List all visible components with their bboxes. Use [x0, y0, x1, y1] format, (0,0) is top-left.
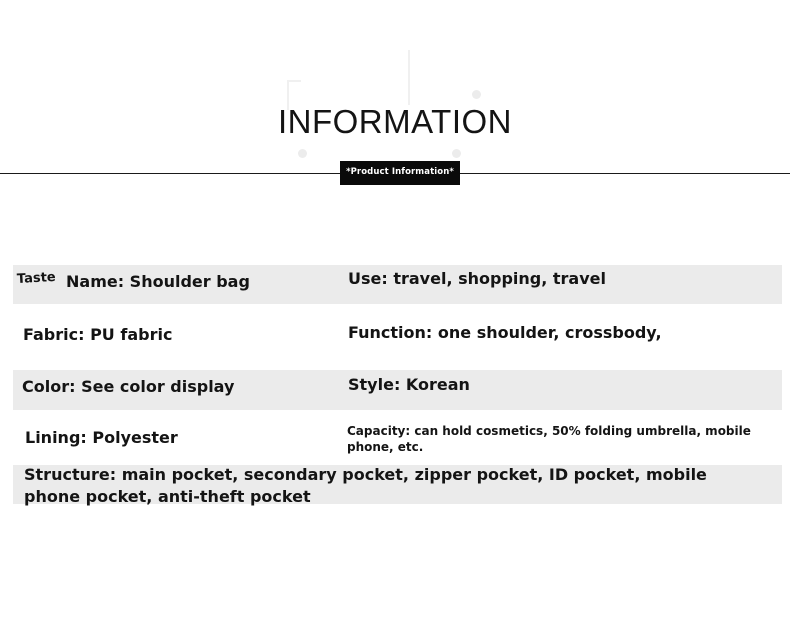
fabric-value: Fabric: PU fabric	[23, 325, 173, 344]
style-value: Style: Korean	[348, 375, 470, 394]
taste-label: Taste	[16, 269, 57, 287]
page-title: INFORMATION	[277, 103, 513, 140]
lining-value: Lining: Polyester	[25, 428, 178, 447]
product-information-badge: *Product Information*	[340, 161, 460, 185]
decorative-dot	[472, 90, 481, 99]
color-value: Color: See color display	[22, 377, 235, 396]
structure-value: Structure: main pocket, secondary pocket, zipper pocket, ID pocket, mobile phone pocket, anti-theft pocket	[24, 465, 707, 506]
function-value: Function: one shoulder, crossbody,	[348, 323, 662, 342]
name-value: Name: Shoulder bag	[66, 272, 250, 291]
decorative-line	[287, 80, 301, 82]
decorative-dot	[298, 149, 307, 158]
capacity-value: Capacity: can hold cosmetics, 50% folding umbrella, mobile phone, etc.	[347, 424, 751, 454]
decorative-line	[408, 50, 410, 105]
decorative-dot	[452, 149, 461, 158]
use-value: Use: travel, shopping, travel	[348, 269, 606, 288]
